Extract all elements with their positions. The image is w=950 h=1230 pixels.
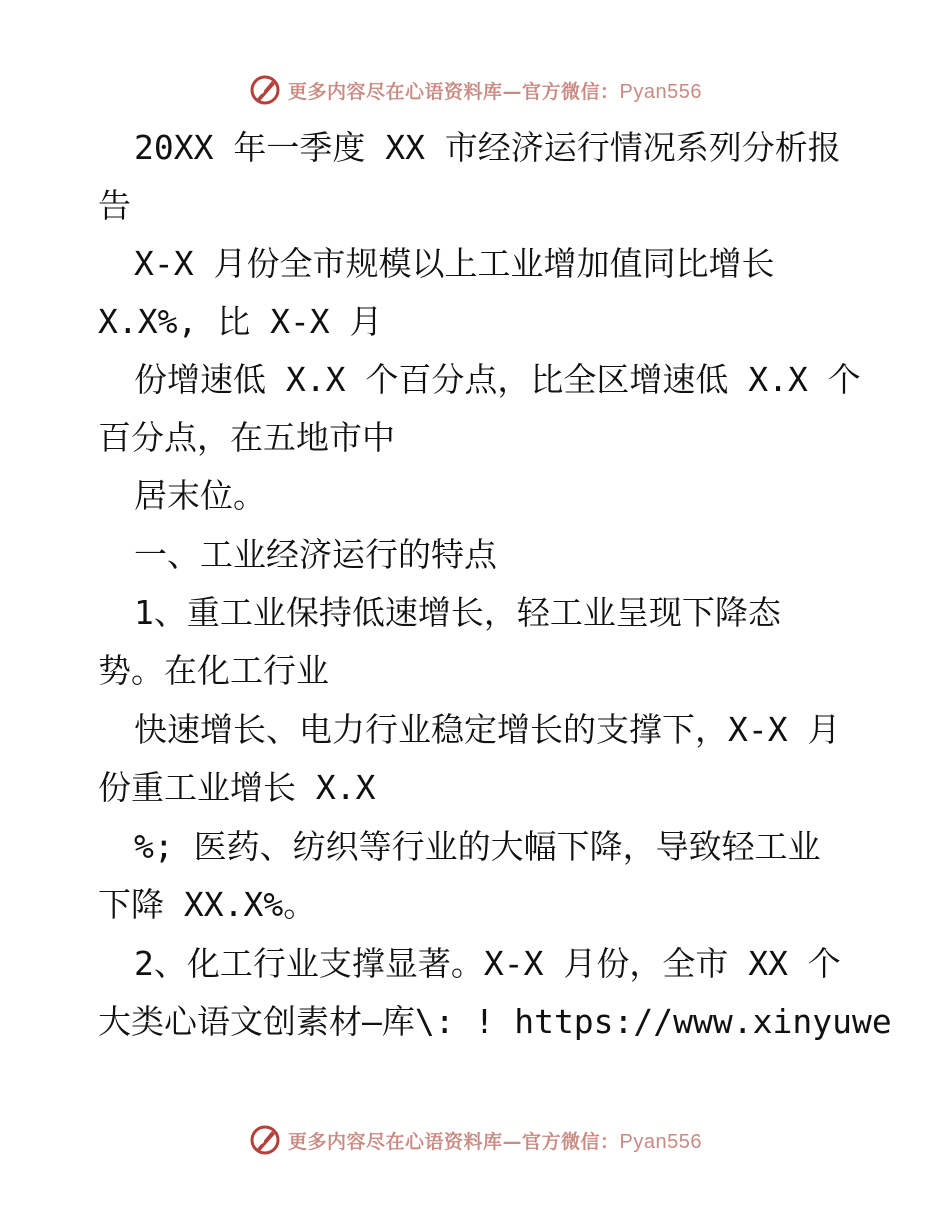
watermark-text: 更多内容尽在心语资料库—官方微信：Pyan556 — [288, 80, 702, 103]
text-line: 势。在化工行业 — [98, 651, 329, 690]
text-line: 大类心语文创素材—库\: ! https://www.xinyuwe — [98, 1002, 892, 1041]
text-line: %; 医药、纺织等行业的大幅下降，导致轻工业 — [134, 827, 821, 866]
watermark-footer — [0, 1120, 950, 1160]
text-line: 份增速低 X.X 个百分点，比全区增速低 X.X 个 — [134, 360, 861, 399]
quill-logo-icon — [248, 73, 282, 107]
text-line: 20XX 年一季度 XX 市经济运行情况系列分析报 — [134, 128, 841, 167]
section-heading: 一、工业经济运行的特点 — [134, 535, 497, 574]
text-line: 快速增长、电力行业稳定增长的支撑下，X-X 月 — [134, 710, 841, 749]
text-line: 居末位。 — [134, 476, 266, 515]
text-line: X-X 月份全市规模以上工业增加值同比增长 — [134, 244, 775, 283]
text-line: 百分点，在五地市中 — [98, 418, 395, 457]
text-line: 告 — [98, 186, 131, 225]
watermark-header — [0, 70, 950, 110]
text-line: 份重工业增长 X.X — [98, 768, 376, 807]
watermark-text: 更多内容尽在心语资料库—官方微信：Pyan556 — [288, 1130, 702, 1153]
text-line: 下降 XX.X%。 — [98, 885, 317, 924]
quill-logo-icon — [248, 1123, 282, 1157]
text-line: 1、重工业保持低速增长，轻工业呈现下降态 — [134, 593, 781, 632]
text-line: X.X%, 比 X-X 月 — [98, 302, 383, 341]
text-line: 2、化工行业支撑显著。X-X 月份，全市 XX 个 — [134, 944, 841, 983]
